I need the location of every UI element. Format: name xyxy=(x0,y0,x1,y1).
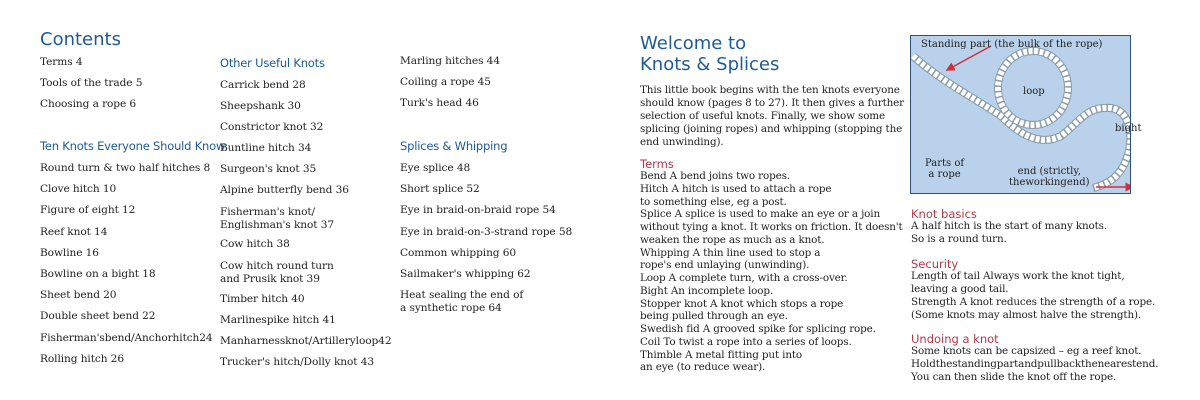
contents-entry[interactable] xyxy=(220,184,349,197)
entry-line: Clove hitch 10 xyxy=(40,183,117,196)
contents-entry[interactable] xyxy=(400,268,531,281)
entry-line: Fisherman'sbend/Anchorhitch24 xyxy=(40,331,213,344)
contents-entry[interactable] xyxy=(400,226,572,239)
entry-line: Eye in braid-on-3-strand rope 58 xyxy=(400,225,573,238)
entry-line: Englishman's knot 37 xyxy=(220,219,334,231)
section-heading: Knot basics xyxy=(911,207,977,221)
contents-entry[interactable] xyxy=(40,310,155,323)
text-line: weaken the rope as much as a knot. xyxy=(640,233,825,246)
section-heading: Security xyxy=(911,257,959,271)
text-line: Bight An incomplete loop. xyxy=(640,284,774,297)
label-standing-part: Standing part (the bulk of the rope) xyxy=(921,39,1103,50)
text-line: rope's end unlaying (unwinding). xyxy=(640,259,810,272)
contents-entry[interactable] xyxy=(400,247,516,260)
contents-entry[interactable] xyxy=(220,121,323,134)
entry-line: Carrick bend 28 xyxy=(220,79,306,91)
entry-line: a synthetic rope 64 xyxy=(400,302,502,315)
text-line: Holdthestandingpartandpullbackthenearestend. xyxy=(911,357,1159,370)
contents-entry[interactable] xyxy=(220,260,334,286)
text-line: Bend A bend joins two ropes. xyxy=(640,170,790,182)
contents-entry[interactable] xyxy=(220,163,316,176)
contents-entry[interactable] xyxy=(40,162,210,175)
label-line: a rope xyxy=(928,169,961,180)
text-line: So is a round turn. xyxy=(911,232,1007,245)
label-line: theworkingend) xyxy=(1009,177,1090,188)
entry-line: Constrictor knot 32 xyxy=(220,121,324,133)
contents-entry[interactable] xyxy=(40,332,213,345)
text-line: should know (pages 8 to 27). It then gives a further xyxy=(640,96,904,109)
text-line: to something else, eg a post. xyxy=(640,195,787,208)
entry-line: Sheet bend 20 xyxy=(40,289,117,302)
entry-line: Eye in braid-on-braid rope 54 xyxy=(400,204,556,217)
text-line: Loop A complete turn, with a cross-over. xyxy=(640,272,848,284)
text-line: Whipping A thin line used to stop a xyxy=(640,246,821,259)
terms-heading: Terms xyxy=(640,157,674,171)
contents-entry[interactable] xyxy=(400,162,470,175)
entry-line: Buntline hitch 34 xyxy=(220,142,312,154)
contents-entry[interactable] xyxy=(40,183,116,196)
contents-entry[interactable] xyxy=(40,289,116,302)
label-parts-of-rope xyxy=(925,158,964,180)
text-line: Splice A splice is used to make an eye or a join xyxy=(640,208,880,221)
entry-line: Reef knot 14 xyxy=(40,225,108,238)
section-body xyxy=(911,220,1107,246)
parts-of-rope-diagram xyxy=(910,35,1142,194)
entry-line: Round turn & two half hitches 8 xyxy=(40,162,211,174)
entry-line: Eye splice 48 xyxy=(400,162,471,174)
section-body xyxy=(911,345,1158,384)
contents-entry[interactable] xyxy=(220,293,305,306)
welcome-title-line: Welcome to xyxy=(640,33,747,54)
entry-line: Tools of the trade 5 xyxy=(40,77,143,90)
contents-entry[interactable] xyxy=(220,238,290,251)
welcome-title xyxy=(640,33,779,75)
contents-entry[interactable] xyxy=(220,335,391,348)
entry-line: Heat sealing the end of xyxy=(400,289,524,302)
entry-line: Trucker's hitch/Dolly knot 43 xyxy=(220,356,374,368)
text-line: Length of tail Always work the knot tight, xyxy=(911,270,1125,282)
contents-entry[interactable] xyxy=(220,79,306,92)
contents-entry[interactable] xyxy=(400,289,523,315)
label-line: end (strictly, xyxy=(1017,166,1081,177)
entry-line: Rolling hitch 26 xyxy=(40,352,124,365)
contents-entry[interactable] xyxy=(220,100,301,113)
text-line: Strength A knot reduces the strength of a rope. xyxy=(911,295,1156,308)
contents-entry[interactable] xyxy=(220,356,374,369)
text-line: leaving a good tail. xyxy=(911,282,1009,295)
text-line: without tying a knot. It works on friction. It doesn't xyxy=(640,221,903,233)
entry-line: Cow hitch round turn xyxy=(220,260,334,272)
entry-line: Bowline 16 xyxy=(40,246,99,259)
welcome-title-line: Knots & Splices xyxy=(640,54,780,75)
contents-entry[interactable] xyxy=(40,247,99,260)
entry-line: Double sheet bend 22 xyxy=(40,310,156,323)
text-line: Hitch A hitch is used to attach a rope xyxy=(640,182,832,195)
text-line: end unwinding). xyxy=(640,135,724,148)
entry-line: Marlinespike hitch 41 xyxy=(220,314,336,326)
text-line: splicing (joining ropes) and whipping (stopping the xyxy=(640,122,903,135)
label-end xyxy=(1009,166,1090,188)
entry-line: Bowline on a bight 18 xyxy=(40,268,156,280)
terms-list xyxy=(640,170,903,374)
contents-entry[interactable] xyxy=(40,353,124,366)
text-line: You can then slide the knot off the rope. xyxy=(911,370,1117,383)
text-line: Stopper knot A knot which stops a rope xyxy=(640,297,844,310)
entry-line: Turk's head 46 xyxy=(400,97,479,110)
entry-line: Fisherman's knot/ xyxy=(220,206,315,218)
text-line: This little book begins with the ten knots everyone xyxy=(640,84,900,96)
text-line: A half hitch is the start of many knots. xyxy=(911,220,1107,232)
contents-entry[interactable] xyxy=(220,142,311,155)
text-line: Coil To twist a rope into a series of loops. xyxy=(640,335,852,348)
entry-line: Surgeon's knot 35 xyxy=(220,163,317,175)
contents-entry[interactable] xyxy=(40,226,107,239)
label-loop: loop xyxy=(1023,86,1045,97)
entry-line: Short splice 52 xyxy=(400,183,480,196)
text-line: (Some knots may almost halve the strength). xyxy=(911,308,1142,321)
entry-line: Figure of eight 12 xyxy=(40,204,136,217)
contents-entry[interactable] xyxy=(40,77,142,90)
text-line: an eye (to reduce wear). xyxy=(640,361,766,374)
text-line: selection of useful knots. Finally, we show some xyxy=(640,109,885,122)
contents-entry[interactable] xyxy=(400,55,500,68)
section-heading: Undoing a knot xyxy=(911,332,999,346)
entry-line: Coiling a rope 45 xyxy=(400,76,491,89)
entry-line: and Prusik knot 39 xyxy=(220,273,320,285)
contents-entry[interactable] xyxy=(400,76,491,89)
text-line: Thimble A metal fitting put into xyxy=(640,348,802,361)
section-heading: Other Useful Knots xyxy=(220,56,325,70)
contents-entry[interactable] xyxy=(220,314,336,327)
intro-paragraph xyxy=(640,84,904,149)
contents-entry[interactable] xyxy=(400,97,479,110)
contents-entry[interactable] xyxy=(400,183,480,196)
text-line: Some knots can be capsized – eg a reef knot. xyxy=(911,345,1142,357)
section-body xyxy=(911,270,1155,322)
contents-entry[interactable] xyxy=(40,204,135,217)
entry-line: Marling hitches 44 xyxy=(400,55,500,67)
label-bight: bight xyxy=(1115,123,1142,134)
contents-entry[interactable] xyxy=(40,98,136,111)
entry-line: Cow hitch 38 xyxy=(220,238,290,250)
contents-title: Contents xyxy=(40,29,121,50)
entry-line: Timber hitch 40 xyxy=(220,293,305,305)
label-line: Parts of xyxy=(925,158,965,169)
contents-entry[interactable] xyxy=(220,206,334,232)
section-heading: Ten Knots Everyone Should Know xyxy=(40,139,226,153)
entry-line: Common whipping 60 xyxy=(400,246,517,259)
contents-entry[interactable] xyxy=(400,204,556,217)
contents-entry[interactable] xyxy=(40,268,156,281)
entry-line: Sailmaker's whipping 62 xyxy=(400,268,531,280)
section-heading: Splices & Whipping xyxy=(400,139,508,153)
entry-line: Terms 4 xyxy=(40,56,83,68)
text-line: Swedish fid A grooved spike for splicing rope. xyxy=(640,323,876,335)
entry-line: Choosing a rope 6 xyxy=(40,98,137,111)
contents-entry[interactable] xyxy=(40,56,82,69)
entry-line: Alpine butterfly bend 36 xyxy=(220,184,349,196)
text-line: being pulled through an eye. xyxy=(640,310,788,323)
entry-line: Manharnessknot/Artilleryloop42 xyxy=(220,335,392,347)
entry-line: Sheepshank 30 xyxy=(220,100,301,112)
